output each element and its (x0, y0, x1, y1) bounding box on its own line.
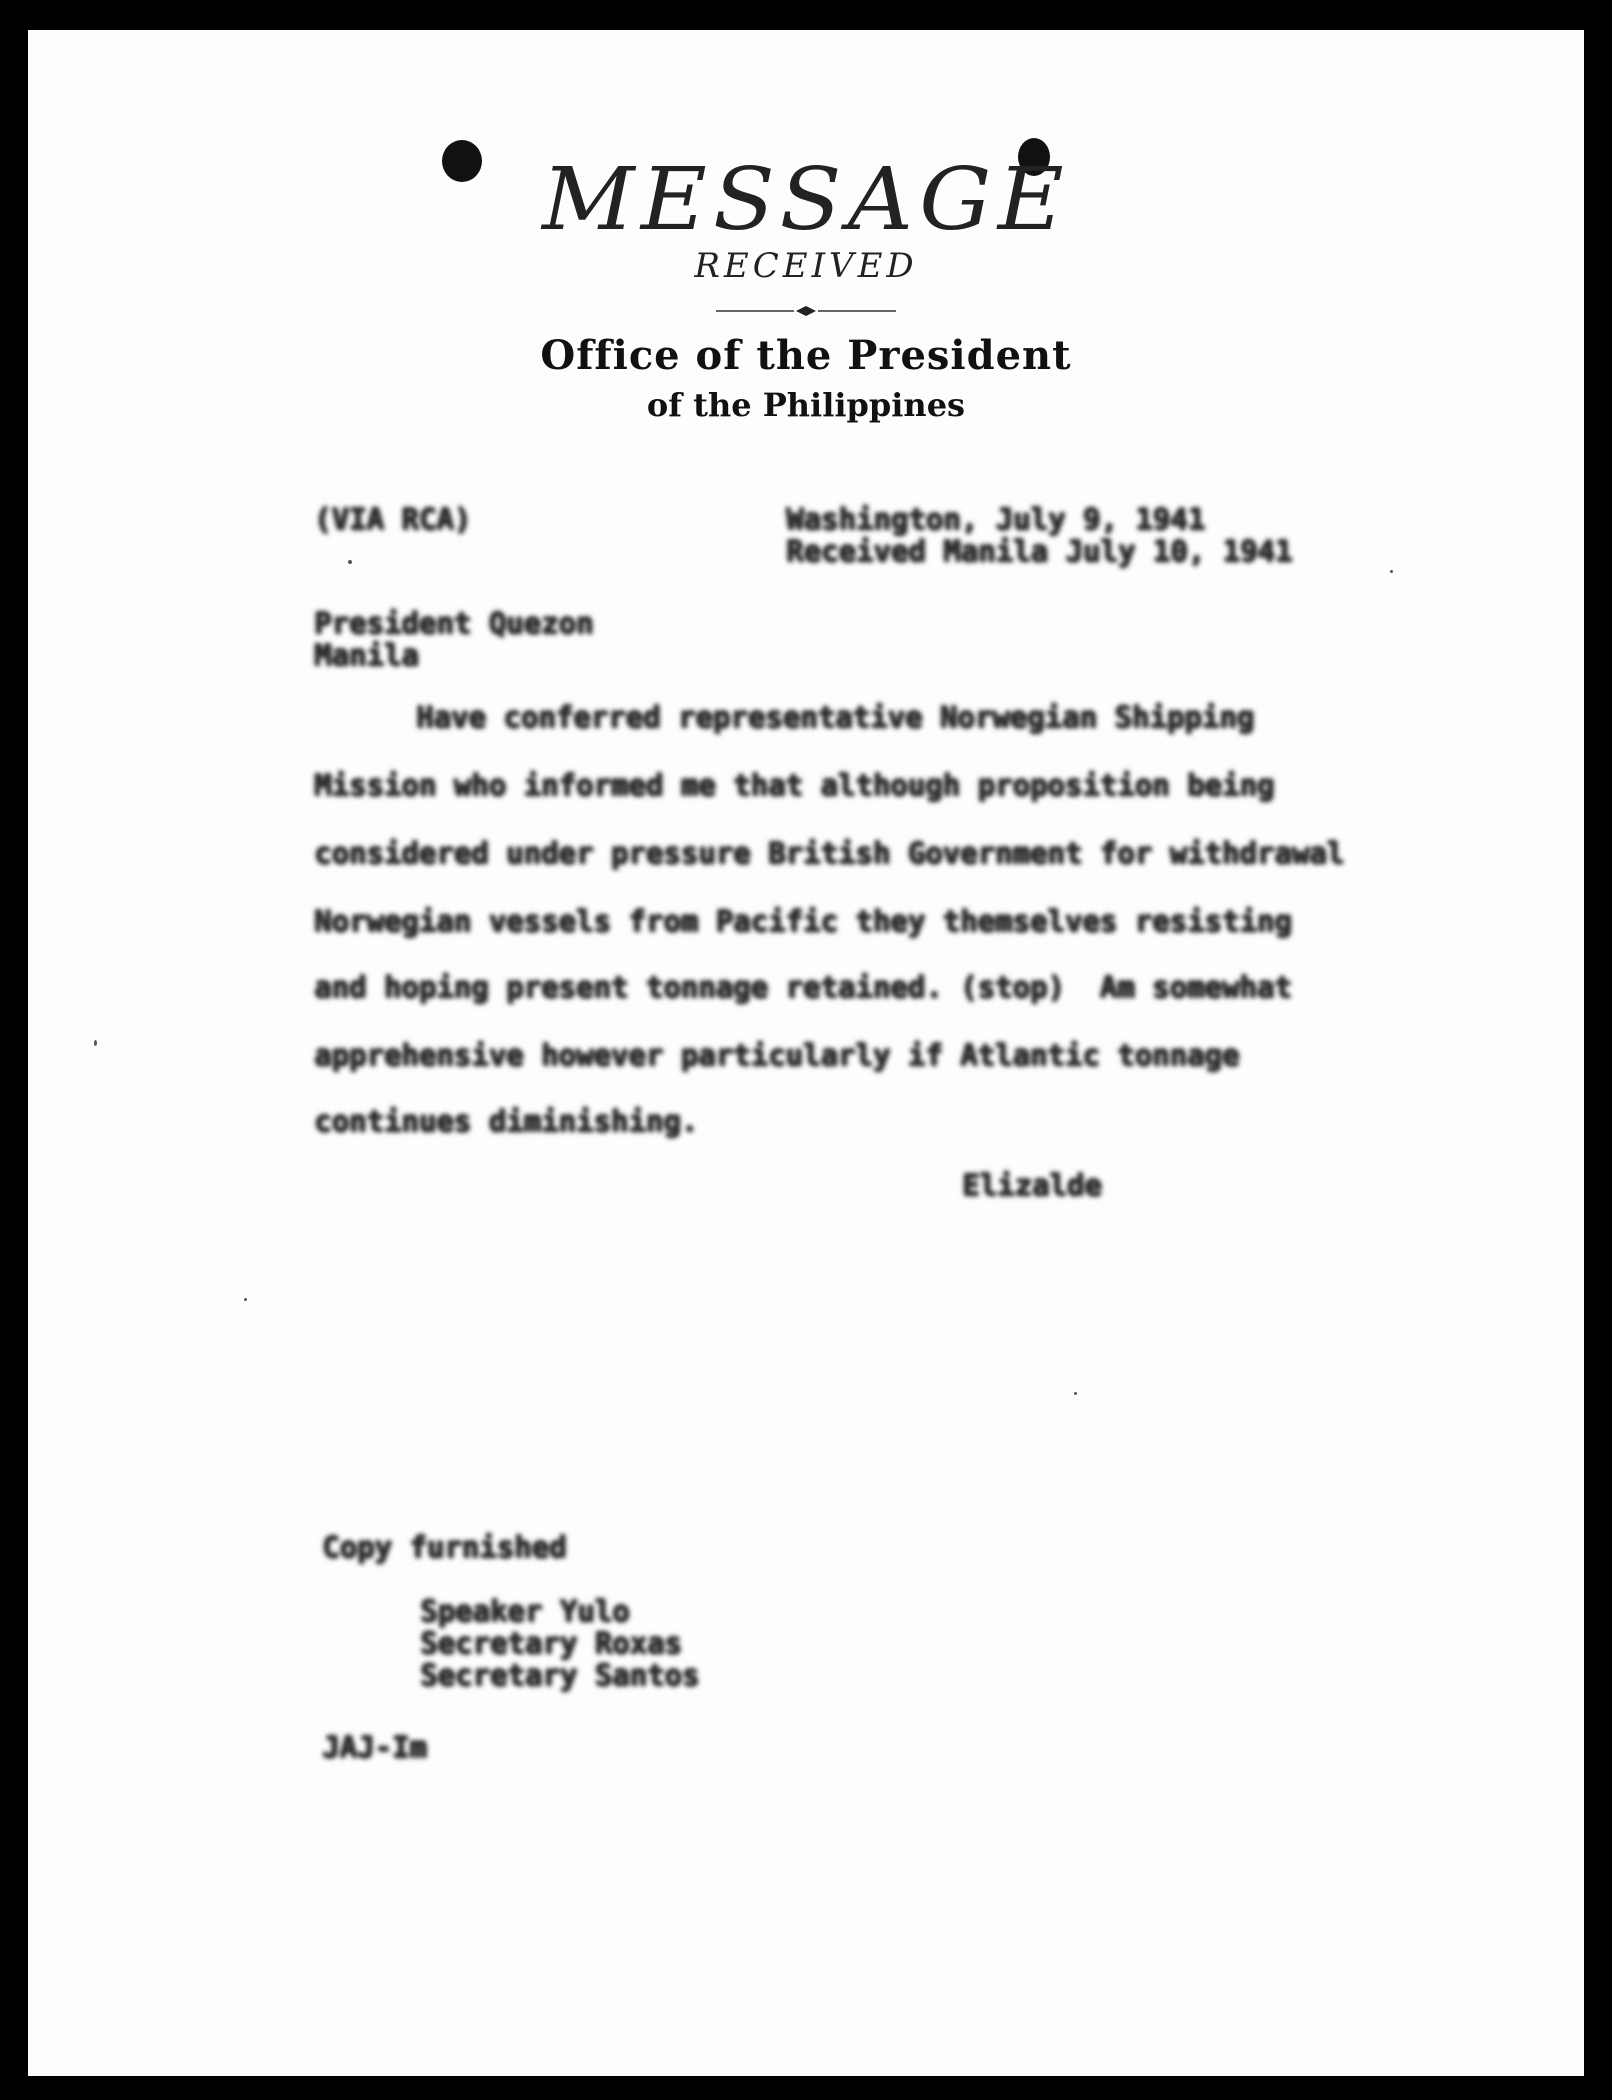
letterhead-country: of the Philippines (646, 386, 966, 424)
letterhead-office: Office of the President (540, 332, 1072, 379)
origin-date: Washington, July 9, 1941 (786, 502, 1206, 536)
copy-label: Copy furnished (322, 1530, 567, 1564)
scan-speck (94, 1040, 97, 1046)
letterhead-ornament (716, 305, 896, 317)
copy-recipient: Secretary Roxas (420, 1626, 682, 1660)
body-line: and hoping present tonnage retained. (stop) Am somewhat (314, 970, 1292, 1004)
scan-speck (244, 1298, 247, 1301)
body-line: considered under pressure British Government for withdrawal (314, 836, 1345, 870)
scan-speck (348, 560, 352, 564)
addressee-name: President Quezon (314, 606, 594, 640)
body-line: Norwegian vessels from Pacific they themselves resisting (314, 904, 1292, 938)
scan-speck (1074, 1392, 1077, 1395)
body-line: apprehensive however particularly if Atlantic tonnage (314, 1038, 1240, 1072)
body-line: continues diminishing. (314, 1104, 699, 1138)
body-line: Have conferred representative Norwegian Shipping (416, 700, 1255, 734)
letterhead-subtitle: RECEIVED (694, 246, 918, 286)
body-line: Mission who informed me that although proposition being (314, 768, 1275, 802)
received-date: Received Manila July 10, 1941 (786, 534, 1293, 568)
typist-initials: JAJ-Im (322, 1730, 427, 1764)
scan-speck (1390, 570, 1393, 573)
copy-recipient: Secretary Santos (420, 1658, 700, 1692)
addressee-city: Manila (314, 638, 419, 672)
copy-recipient: Speaker Yulo (420, 1594, 630, 1628)
letterhead-title: MESSAGE (542, 150, 1070, 250)
signature: Elizalde (962, 1168, 1102, 1202)
via-line: (VIA RCA) (314, 502, 472, 536)
